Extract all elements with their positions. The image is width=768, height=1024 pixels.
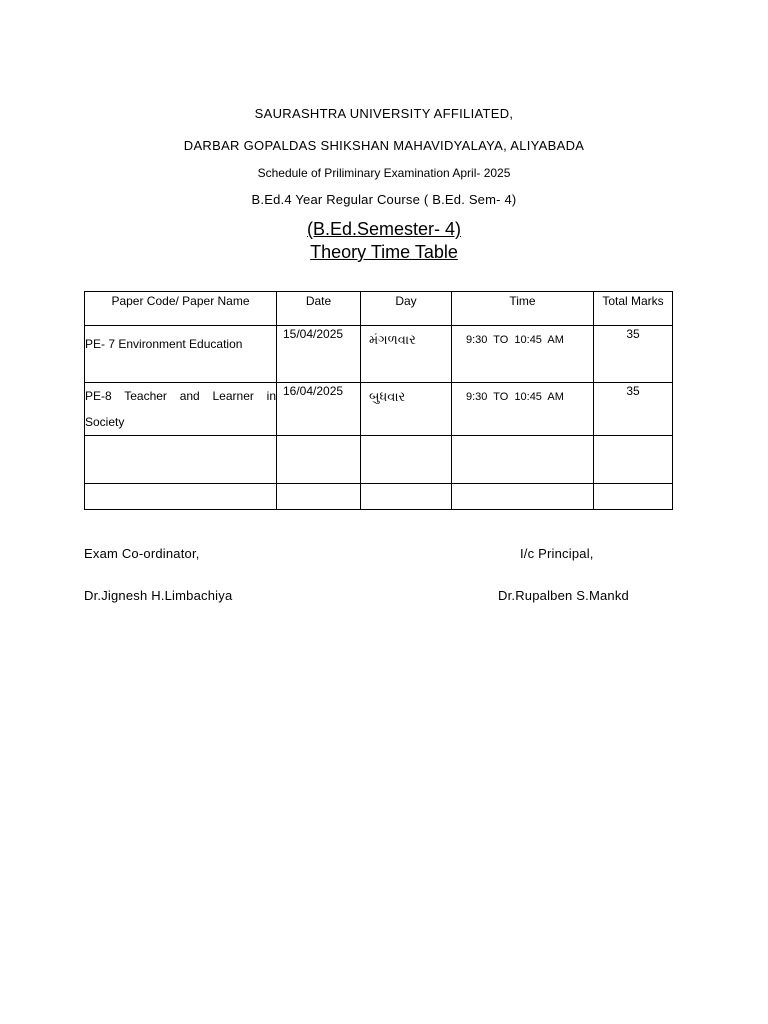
exam-time: 9:30 TO 10:45 AM <box>466 391 564 403</box>
header-day: Day <box>361 292 452 326</box>
table-header-row <box>85 292 673 326</box>
table-row-empty <box>85 436 673 484</box>
empty-cell <box>277 484 361 510</box>
total-marks: 35 <box>626 384 640 398</box>
day-cell <box>361 326 452 383</box>
empty-cell <box>277 436 361 484</box>
paper-cell <box>85 326 277 383</box>
semester-title: (B.Ed.Semester- 4) <box>306 219 462 239</box>
empty-cell <box>361 484 452 510</box>
day-cell <box>361 383 452 436</box>
coordinator-name: Dr.Jignesh H.Limbachiya <box>84 588 233 603</box>
table-row <box>85 383 673 436</box>
schedule-heading: Schedule of Priliminary Examination April- 2025 <box>257 166 511 180</box>
empty-cell <box>452 436 594 484</box>
table-row <box>85 326 673 383</box>
date-cell <box>277 383 361 436</box>
time-table <box>84 291 673 510</box>
college-heading: DARBAR GOPALDAS SHIKSHAN MAHAVIDYALAYA, ALIYABADA <box>183 138 585 153</box>
empty-cell <box>594 436 673 484</box>
empty-cell <box>452 484 594 510</box>
paper-cell <box>85 383 277 436</box>
header-marks: Total Marks <box>594 292 673 326</box>
exam-day: બુધવાર <box>369 389 406 404</box>
principal-title: I/c Principal, <box>520 546 594 561</box>
empty-cell <box>85 484 277 510</box>
exam-time: 9:30 TO 10:45 AM <box>466 334 564 346</box>
exam-date: 15/04/2025 <box>283 327 344 341</box>
table-title: Theory Time Table <box>310 242 458 262</box>
empty-cell <box>361 436 452 484</box>
coordinator-title: Exam Co-ordinator, <box>84 546 200 561</box>
total-marks: 35 <box>626 327 640 341</box>
marks-cell <box>594 383 673 436</box>
time-cell <box>452 383 594 436</box>
exam-date: 16/04/2025 <box>283 384 344 398</box>
exam-day: મંગળવાર <box>369 332 416 347</box>
header-paper: Paper Code/ Paper Name <box>85 292 277 326</box>
table-row-empty <box>85 484 673 510</box>
principal-name: Dr.Rupalben S.Mankd <box>498 588 629 603</box>
marks-cell <box>594 326 673 383</box>
paper-name: PE-8 Teacher and Learner in Society <box>85 389 276 429</box>
paper-name: PE- 7 Environment Education <box>85 337 243 351</box>
date-cell <box>277 326 361 383</box>
empty-cell <box>85 436 277 484</box>
empty-cell <box>594 484 673 510</box>
header-date: Date <box>277 292 361 326</box>
header-time: Time <box>452 292 594 326</box>
course-heading: B.Ed.4 Year Regular Course ( B.Ed. Sem- 4) <box>251 192 517 207</box>
university-heading: SAURASHTRA UNIVERSITY AFFILIATED, <box>254 106 514 121</box>
time-cell <box>452 326 594 383</box>
